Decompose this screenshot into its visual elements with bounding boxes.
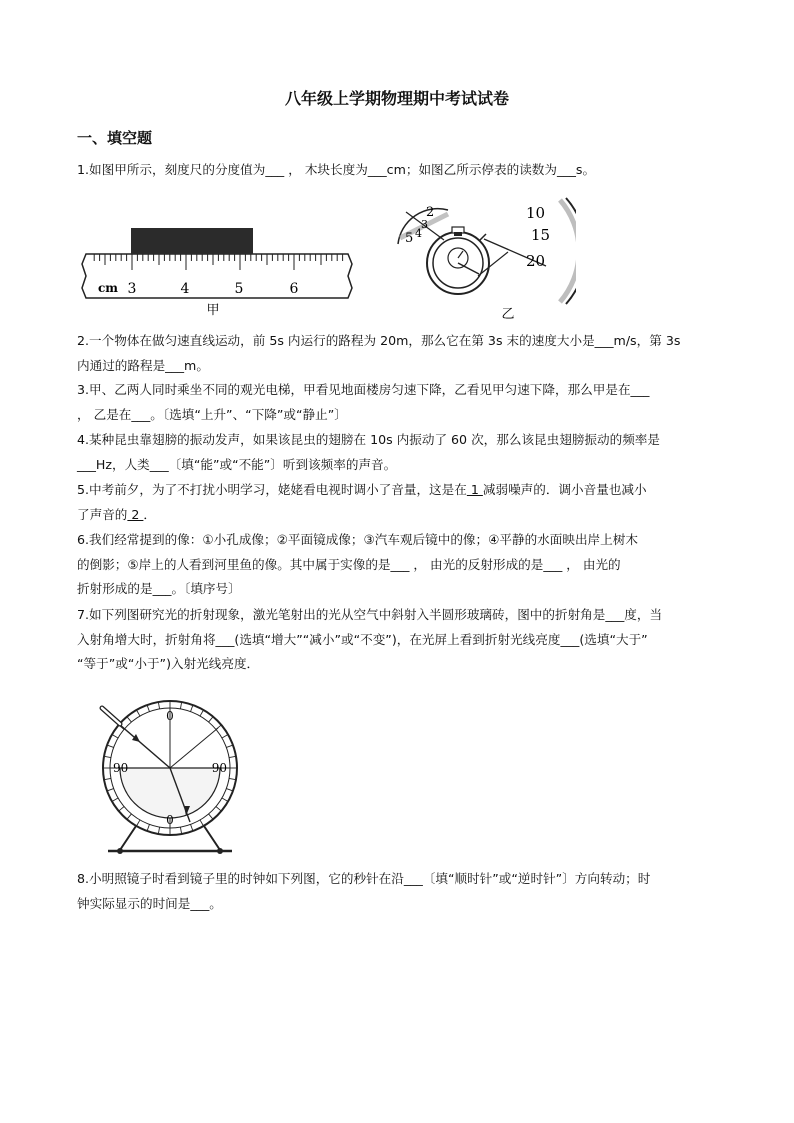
ruler xyxy=(82,254,352,298)
question-5-text-b: 减弱噪声的．调小音量也减小 xyxy=(482,482,647,497)
question-7 xyxy=(77,603,722,677)
laser-pen xyxy=(102,708,120,724)
question-5-text-a: 5.中考前夕，为了不打扰小明学习，姥姥看电视时调小了音量，这是在 xyxy=(77,482,467,497)
disc-label-top-0: 0 xyxy=(166,709,174,723)
ruler-number-4: 4 xyxy=(180,281,190,297)
question-5-line-1 xyxy=(77,478,722,503)
disc-label-right-90: 90 xyxy=(211,761,227,775)
stopwatch xyxy=(427,227,489,294)
large-dial-zoom xyxy=(478,198,576,304)
question-2 xyxy=(77,329,722,378)
small-dial-4: 4 xyxy=(415,227,422,240)
question-6-line-3: 折射形成的是___。〔填序号〕 xyxy=(77,581,241,596)
question-5-blank-1: 1 xyxy=(466,482,483,497)
question-7-line-2: 入射角增大时，折射角将___(选填“增大”“减小”或“不变”)，在光屏上看到折射光线亮度___(选填“大于” xyxy=(77,631,648,647)
figure-caption-yi: 乙 xyxy=(501,307,515,322)
large-dial-10: 10 xyxy=(526,204,546,222)
question-7-line-1: 7.如下列图研究光的折射现象，激光笔射出的光从空气中斜射入半圆形玻璃砖，图中的折射角是___度，当 xyxy=(77,607,663,622)
question-1-line-1: 1.如图甲所示，刻度尺的分度值为___ ， 木块长度为___cm；如图乙所示停表的读数为___s。 xyxy=(77,162,596,177)
question-8-line-1: 8.小明照镜子时看到镜子里的时钟如下列图，它的秒针在沿___〔填“顺时针”或“逆时针”〕方向转动；时 xyxy=(77,871,651,886)
large-dial-15: 15 xyxy=(531,226,551,244)
ruler-number-3: 3 xyxy=(127,281,137,297)
small-dial-5: 5 xyxy=(405,231,414,246)
ruler-number-5: 5 xyxy=(234,281,244,297)
question-5 xyxy=(77,478,722,527)
question-6-line-1: 6.我们经常提到的像：①小孔成像；②平面镜成像；③汽车观后镜中的像；④平静的水面映出岸上树木 xyxy=(77,532,638,547)
question-4-line-1: 4.某种昆虫靠翅膀的振动发声，如果该昆虫的翅膀在 10s 内振动了 60 次，那么该昆虫翅膀振动的频率是 xyxy=(77,432,660,447)
small-dial-3: 3 xyxy=(421,218,428,231)
ruler-unit-label: cm xyxy=(98,281,119,295)
question-3 xyxy=(77,378,722,427)
question-5-blank-2: 2 xyxy=(127,506,144,522)
question-7-line-3: “等于”或“小于”)入射光线亮度． xyxy=(77,656,260,671)
question-4 xyxy=(77,428,722,477)
wooden-block xyxy=(131,228,253,254)
question-6 xyxy=(77,528,722,602)
question-5-text-c: 了声音的 xyxy=(77,506,128,522)
question-8-line-2: 钟实际显示的时间是___。 xyxy=(77,895,222,911)
section-heading: 一、填空题 xyxy=(77,129,153,147)
small-dial-2: 2 xyxy=(426,205,435,220)
ruler-number-6: 6 xyxy=(289,281,299,297)
figure-caption-jia: 甲 xyxy=(206,303,220,318)
figure-refraction-disc xyxy=(90,698,250,860)
question-6-line-2: 的倒影；⑤岸上的人看到河里鱼的像。其中属于实像的是___ ， 由光的反射形成的是___ ， 由光的 xyxy=(77,556,621,572)
figure-ruler-stopwatch xyxy=(76,196,576,324)
question-3-line-2: ， 乙是在___。〔选填“上升”、“下降”或“静止”〕 xyxy=(77,406,347,422)
disc-label-left-90: 90 xyxy=(113,761,129,775)
disc-label-bottom-0: 0 xyxy=(166,813,174,827)
question-5-text-d: ． xyxy=(143,506,156,522)
question-2-line-2: 内通过的路程是___m。 xyxy=(77,357,209,373)
question-3-line-1: 3.甲、乙两人同时乘坐不同的观光电梯，甲看见地面楼房匀速下降，乙看见甲匀速下降，那么甲是在___ xyxy=(77,382,650,397)
large-dial-20: 20 xyxy=(526,252,546,270)
question-1 xyxy=(77,158,722,183)
question-8 xyxy=(77,867,722,916)
page-title: 八年级上学期物理期中考试试卷 xyxy=(284,89,509,108)
question-5-line-2 xyxy=(77,503,722,528)
question-2-line-1: 2.一个物体在做匀速直线运动，前 5s 内运行的路程为 20m，那么它在第 3s 末的速度大小是___m/s，第 3s xyxy=(77,333,681,348)
question-4-line-2: ___Hz，人类___〔填“能”或“不能”〕听到该频率的声音。 xyxy=(77,456,397,472)
